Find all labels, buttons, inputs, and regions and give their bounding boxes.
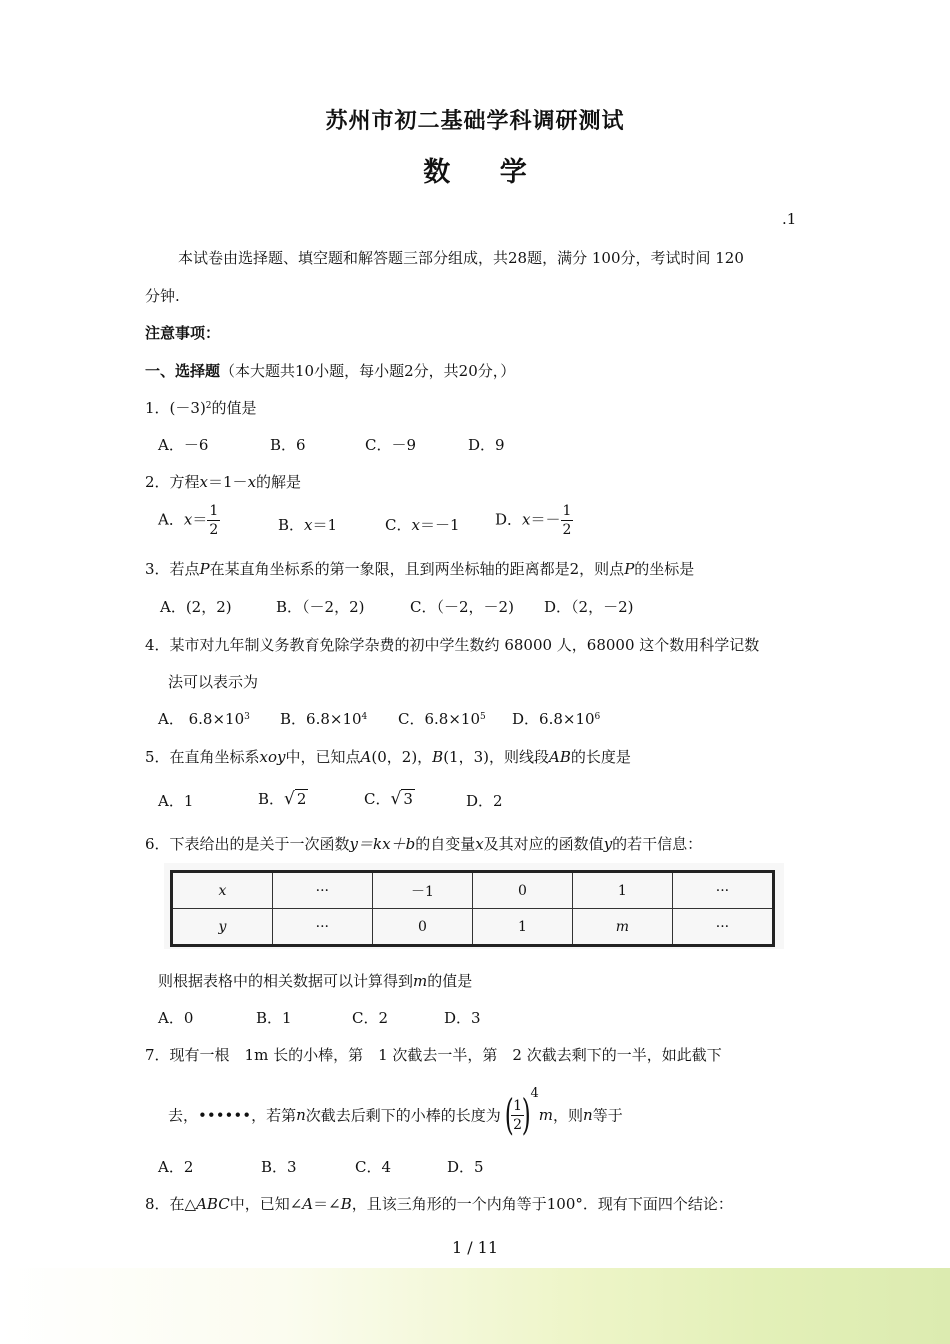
q7-option-a: A．2	[158, 1158, 194, 1176]
q5-segment: AB	[549, 748, 571, 766]
section-1-heading	[145, 360, 515, 381]
q4-base: 6.8×10	[539, 710, 595, 728]
table-row	[172, 909, 774, 946]
question-8-stem	[145, 1193, 733, 1214]
q7-power: 4	[530, 1086, 539, 1101]
q2-stem-text: 2．方程	[145, 473, 200, 491]
q3-option-a: A．(2，2)	[160, 598, 232, 616]
q2-var: x	[247, 473, 257, 491]
q3-stem-b: 在某直角坐标系的第一象限，且到两坐标轴的距离都是2，则点	[209, 560, 625, 578]
q2-option-d-label: D．	[495, 510, 523, 529]
table-cell: ···	[272, 909, 372, 946]
q4-option-label: D．	[512, 710, 540, 728]
table-cell: ···	[272, 872, 372, 909]
q5-stem-c: 的长度是	[570, 748, 631, 766]
q5-point-a: A	[360, 748, 372, 766]
q5-xoy: xoy	[259, 748, 286, 766]
notice-heading: 注意事项：	[145, 324, 221, 342]
q2-option-b-var: x	[304, 516, 313, 534]
q4-option-c	[398, 708, 486, 729]
q4-exp: 5	[480, 712, 486, 722]
table-cell	[572, 909, 672, 946]
question-2-stem	[145, 471, 301, 492]
table-cell	[172, 872, 273, 909]
q2-eq-mid: ＝1－	[208, 473, 248, 491]
table-cell: 0	[372, 909, 472, 946]
q7-text-a: 去，••••••，若第	[168, 1106, 297, 1125]
q2-option-a	[158, 502, 220, 539]
question-4-stem: 4．某市对九年制义务教育免除学杂费的初中学生数约 68000 人，68000 这个数用科学记数	[145, 636, 760, 654]
table-cell: －1	[372, 872, 472, 909]
q5-a-coord: (0，2)，	[371, 748, 433, 766]
subject-title: 数 学	[423, 157, 527, 188]
q2-option-d-val: ＝－	[530, 510, 561, 529]
question-4-stem-2: 法可以表示为	[168, 673, 259, 691]
table-cell: ···	[672, 909, 773, 946]
intro-line-1: 本试卷由选择题、填空题和解答题三部分组成，共28题，满分 100分，考试时间 120	[178, 249, 744, 267]
q1-option-d: D．9	[468, 436, 505, 454]
q2-stem-end: 的解是	[256, 473, 302, 491]
q5-option-b	[258, 788, 308, 809]
q5-option-a: A．1	[158, 792, 194, 810]
q7-text-b: 次截去后剩下的小棒的长度为	[305, 1106, 501, 1125]
q6-stem-c: 及其对应的函数值	[483, 835, 604, 853]
question-3-stem	[145, 558, 694, 579]
q5-option-b-label: B．	[258, 790, 285, 808]
q2-frac-den: 2	[562, 522, 572, 538]
intro-line-2: 分钟.	[145, 287, 180, 305]
q3-point: P	[624, 560, 635, 578]
q7-n: n	[296, 1106, 306, 1124]
q7-m: m	[538, 1106, 553, 1124]
q2-fraction	[207, 502, 220, 539]
q2-option-d-var: x	[522, 510, 531, 529]
section-1-note: （本大题共10小题，每小题2分，共20分，）	[220, 362, 516, 380]
question-7-stem: 7．现有一根 1m 长的小棒，第 1 次截去一半，第 2 次截去剩下的一半，如此截下	[145, 1046, 722, 1064]
q1-exponent: 2	[205, 401, 212, 411]
q4-base: 6.8×10	[188, 710, 245, 728]
q8-angle-b: B	[340, 1195, 352, 1213]
q6-function: y＝kx＋b	[349, 835, 416, 853]
q6-m: m	[413, 972, 428, 990]
q8-stem-a: 8．在△	[145, 1195, 197, 1213]
q3-stem-c: 的坐标是	[634, 560, 695, 578]
q4-exp: 6	[594, 712, 601, 722]
q6-followup-a: 则根据表格中的相关数据可以计算得到	[158, 972, 414, 990]
q1-option-a: A．－6	[158, 436, 209, 454]
q4-base: 6.8×10	[306, 710, 362, 728]
table-cell-text: m	[615, 918, 629, 935]
q6-y: y	[603, 835, 613, 853]
question-5-stem	[145, 746, 631, 767]
table-cell	[172, 909, 273, 946]
q2-option-b-label: B．	[278, 516, 305, 534]
q4-base: 6.8×10	[424, 710, 480, 728]
q5-option-d: D．2	[466, 792, 503, 810]
q2-option-a-label: A．	[158, 510, 184, 529]
page-number: 1 / 11	[451, 1238, 499, 1257]
q7-text-c: ，则	[553, 1106, 584, 1125]
exam-date: .1	[782, 210, 797, 228]
q8-stem-b: 中，已知∠	[229, 1195, 303, 1213]
q3-point: P	[199, 560, 210, 578]
q2-fraction	[561, 502, 574, 539]
q1-stem-end: 的值是	[211, 399, 257, 417]
q6-x: x	[475, 835, 484, 853]
q2-option-c-val: ＝－1	[419, 516, 460, 534]
q2-option-d	[495, 502, 573, 539]
question-7-stem-2	[168, 1086, 623, 1139]
q2-frac-num: 1	[562, 503, 572, 519]
q7-frac-num: 1	[513, 1097, 523, 1114]
q3-option-b: B．（－2，2)	[276, 598, 365, 616]
q5-option-c	[364, 788, 415, 809]
table-cell: 1	[472, 909, 572, 946]
q6-option-c: C．2	[352, 1009, 389, 1027]
table-cell: 1	[572, 872, 672, 909]
table-cell-text: x	[218, 882, 227, 899]
q4-exp: 3	[244, 712, 250, 722]
q2-option-c-var: x	[411, 516, 420, 534]
q4-option-d	[512, 708, 600, 729]
table-cell-text: y	[218, 918, 227, 935]
q2-option-b	[278, 514, 337, 535]
sqrt-icon: √	[284, 789, 295, 809]
q7-option-c: C．4	[355, 1158, 392, 1176]
q4-option-label: C．	[398, 710, 425, 728]
q5-option-c-label: C．	[364, 790, 391, 808]
q5-radicand-b: 2	[296, 790, 307, 808]
q4-option-label: A．	[158, 710, 184, 728]
table-row	[172, 872, 774, 909]
q7-frac-den: 2	[513, 1116, 523, 1133]
q4-option-b	[280, 708, 367, 729]
q6-stem-a: 6．下表给出的是关于一次函数	[145, 835, 350, 853]
q7-text-d: 等于	[592, 1106, 623, 1125]
q6-stem-b: 的自变量	[415, 835, 476, 853]
q8-triangle: ABC	[196, 1195, 230, 1213]
q5-radicand-c: 3	[403, 790, 413, 808]
q6-option-a: A．0	[158, 1009, 194, 1027]
q1-option-b: B．6	[270, 436, 306, 454]
q8-stem-d: ，且该三角形的一个内角等于100°．现有下面四个结论：	[351, 1195, 733, 1213]
q8-stem-c: ＝∠	[313, 1195, 341, 1213]
question-1-stem	[145, 397, 257, 418]
q5-stem-a: 5．在直角坐标系	[145, 748, 260, 766]
q6-followup-b: 的值是	[427, 972, 473, 990]
table-cell: ···	[672, 872, 773, 909]
q6-stem-d: 的若干信息：	[612, 835, 703, 853]
q2-option-c-label: C．	[385, 516, 412, 534]
q5-b-coord: (1，3)，则线段	[443, 748, 549, 766]
q4-option-a	[158, 708, 250, 729]
q7-option-d: D．5	[447, 1158, 484, 1176]
q1-stem-text: 1．(－3)	[145, 399, 206, 417]
q7-n: n	[583, 1106, 593, 1124]
q2-var: x	[199, 473, 209, 491]
sqrt-icon: √	[390, 789, 402, 809]
table-cell: 0	[472, 872, 572, 909]
question-6-stem	[145, 833, 702, 854]
q7-option-b: B．3	[261, 1158, 297, 1176]
q2-option-a-eq: ＝	[192, 510, 208, 529]
q8-angle-a: A	[302, 1195, 314, 1213]
q2-frac-den: 2	[209, 522, 219, 538]
q4-exp: 4	[361, 712, 368, 722]
right-paren-icon: )	[521, 1090, 531, 1139]
q3-option-c: C．（－2，－2)	[410, 598, 514, 616]
q2-option-c	[385, 514, 460, 535]
q2-frac-num: 1	[209, 503, 219, 519]
exam-title: 苏州市初二基础学科调研测试	[325, 109, 625, 134]
left-paren-icon: (	[504, 1090, 514, 1139]
function-value-table	[170, 870, 775, 947]
q5-point-b: B	[432, 748, 444, 766]
q6-option-b: B．1	[256, 1009, 292, 1027]
q5-stem-b: 中，已知点	[285, 748, 361, 766]
q4-option-label: B．	[280, 710, 307, 728]
q3-option-d: D．（2，－2)	[544, 598, 634, 616]
q6-option-d: D．3	[444, 1009, 481, 1027]
q6-followup	[158, 970, 472, 991]
q3-stem-a: 3．若点	[145, 560, 200, 578]
q2-option-a-var: x	[183, 510, 193, 529]
decorative-band	[0, 1268, 950, 1344]
q1-option-c: C．－9	[365, 436, 417, 454]
q2-option-b-val: ＝1	[312, 516, 338, 534]
section-1-title: 一、选择题	[145, 362, 221, 380]
